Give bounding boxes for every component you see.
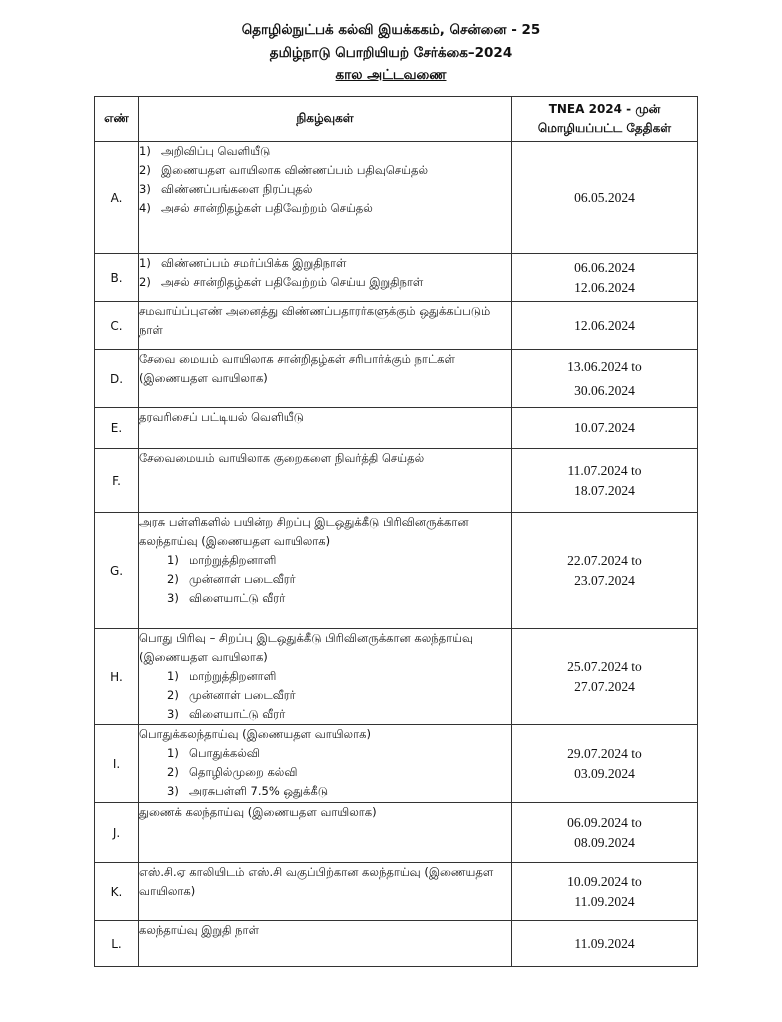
- table-row: [95, 142, 698, 254]
- event-cell: [139, 302, 512, 350]
- date-cell: [512, 302, 698, 350]
- list-item-number: 1): [139, 256, 151, 270]
- list-item-number: 3): [139, 182, 151, 196]
- list-item-text: அரசுபள்ளி 7.5% ஒதுக்கீடு: [189, 784, 328, 798]
- list-item: [139, 763, 511, 782]
- date-value: 08.09.2024: [574, 834, 635, 850]
- event-list: [139, 744, 511, 801]
- list-item-number: 2): [167, 765, 179, 779]
- table-row: [95, 302, 698, 350]
- date-cell: [512, 513, 698, 629]
- date-cell: [512, 449, 698, 513]
- list-item: [139, 254, 511, 273]
- event-text: சேவை மையம் வாயிலாக சான்றிதழ்கள் சரிபார்க்கும் நாட்கள் (இணையதள வாயிலாக): [139, 352, 455, 385]
- event-cell: [139, 803, 512, 863]
- list-item-text: மாற்றுத்திறனாளி: [189, 669, 277, 683]
- date-cell: [512, 629, 698, 725]
- list-item-number: 1): [167, 746, 179, 760]
- list-item-text: மாற்றுத்திறனாளி: [189, 553, 277, 567]
- row-id: D.: [95, 350, 139, 408]
- table-row: [95, 350, 698, 408]
- row-id: C.: [95, 302, 139, 350]
- list-item-number: 3): [167, 707, 179, 721]
- date-cell: [512, 350, 698, 408]
- table-row: [95, 863, 698, 921]
- list-item: [139, 570, 511, 589]
- list-item-text: விண்ணப்பம் சமர்ப்பிக்க இறுதிநாள்: [161, 256, 347, 270]
- date-value: 11.09.2024: [574, 935, 635, 951]
- date-value: 30.06.2024: [574, 382, 635, 398]
- list-item-number: 1): [167, 553, 179, 567]
- schedule-table: [94, 96, 698, 967]
- date-value: 06.06.2024: [574, 259, 635, 275]
- date-cell: [512, 408, 698, 449]
- event-cell: [139, 449, 512, 513]
- event-text: அரசு பள்ளிகளில் பயின்ற சிறப்பு இடஒதுக்கீடு பிரிவினருக்கான கலந்தாய்வு (இணையதள வாயிலாக): [139, 515, 469, 548]
- list-item: [139, 199, 511, 218]
- date-value: 13.06.2024 to: [567, 358, 642, 374]
- list-item-text: விளையாட்டு வீரர்: [189, 591, 286, 605]
- list-item: [139, 782, 511, 801]
- event-text: பொது பிரிவு – சிறப்பு இடஒதுக்கீடு பிரிவினருக்கான கலந்தாய்வு (இணையதள வாயிலாக): [139, 631, 473, 664]
- table-row: [95, 513, 698, 629]
- header-line-3: கால அட்டவணை: [335, 67, 447, 83]
- row-id: A.: [95, 142, 139, 254]
- event-cell: [139, 513, 512, 629]
- list-item-number: 3): [167, 784, 179, 798]
- row-id: F.: [95, 449, 139, 513]
- event-cell: [139, 350, 512, 408]
- date-value: 23.07.2024: [574, 572, 635, 588]
- event-list: [139, 254, 511, 292]
- list-item: [139, 705, 511, 724]
- date-value: 22.07.2024 to: [567, 552, 642, 568]
- date-cell: [512, 863, 698, 921]
- row-id: H.: [95, 629, 139, 725]
- event-cell: [139, 629, 512, 725]
- list-item-text: முன்னாள் படைவீரர்: [189, 572, 296, 586]
- date-cell: [512, 921, 698, 967]
- list-item: [139, 161, 511, 180]
- table-row: [95, 629, 698, 725]
- list-item: [139, 686, 511, 705]
- header-line-2: தமிழ்நாடு பொறியியற் சேர்க்கை–2024: [269, 45, 513, 61]
- date-value: 10.07.2024: [574, 420, 635, 435]
- list-item-number: 1): [167, 669, 179, 683]
- list-item-text: விளையாட்டு வீரர்: [189, 707, 286, 721]
- date-value: 11.09.2024: [574, 893, 635, 909]
- list-item-text: முன்னாள் படைவீரர்: [189, 688, 296, 702]
- list-item: [139, 180, 511, 199]
- column-header-date-line-1: TNEA 2024 - முன்: [548, 102, 661, 116]
- date-value: 29.07.2024 to: [567, 745, 642, 761]
- list-item-text: அசல் சான்றிதழ்கள் பதிவேற்றம் செய்தல்: [161, 201, 373, 215]
- row-id: L.: [95, 921, 139, 967]
- event-cell: [139, 142, 512, 254]
- table-row: [95, 921, 698, 967]
- list-item-text: பொதுக்கல்வி: [189, 746, 260, 760]
- event-text: சேவைமையம் வாயிலாக குறைகளை நிவர்த்தி செய்தல்: [139, 451, 425, 465]
- event-list: [139, 667, 511, 724]
- list-item-text: அசல் சான்றிதழ்கள் பதிவேற்றம் செய்ய இறுதிநாள்: [161, 275, 424, 289]
- list-item-text: அறிவிப்பு வெளியீடு: [161, 144, 271, 158]
- row-id: E.: [95, 408, 139, 449]
- list-item-number: 1): [139, 144, 151, 158]
- table-header-row: [95, 97, 698, 142]
- table-row: [95, 803, 698, 863]
- column-header-event: நிகழ்வுகள்: [139, 97, 512, 142]
- date-value: 18.07.2024: [574, 482, 635, 498]
- event-text: எஸ்.சி.ஏ காலியிடம் எஸ்.சி வகுப்பிற்கான கலந்தாய்வு (இணையதள வாயிலாக): [139, 865, 494, 898]
- event-text: கலந்தாய்வு இறுதி நாள்: [139, 923, 259, 937]
- table-row: [95, 408, 698, 449]
- date-value: 10.09.2024 to: [567, 873, 642, 889]
- table-row: [95, 725, 698, 803]
- date-cell: [512, 803, 698, 863]
- event-cell: [139, 408, 512, 449]
- event-text: தரவரிசைப் பட்டியல் வெளியீடு: [139, 410, 304, 424]
- list-item-number: 2): [167, 688, 179, 702]
- list-item: [139, 273, 511, 292]
- list-item-number: 2): [139, 275, 151, 289]
- table-row: [95, 254, 698, 302]
- column-header-date: [512, 97, 698, 142]
- list-item: [139, 589, 511, 608]
- event-cell: [139, 921, 512, 967]
- event-text: சமவாய்ப்புஎண் அனைத்து விண்ணப்பதாரர்களுக்கும் ஒதுக்கப்படும் நாள்: [139, 304, 491, 337]
- date-cell: [512, 142, 698, 254]
- event-list: [139, 142, 511, 218]
- event-text: துணைக் கலந்தாய்வு (இணையதள வாயிலாக): [139, 805, 377, 819]
- column-header-id: எண்: [95, 97, 139, 142]
- list-item-text: தொழில்முறை கல்வி: [189, 765, 298, 779]
- event-text: பொதுக்கலந்தாய்வு (இணையதள வாயிலாக): [139, 727, 371, 741]
- list-item-text: இணையதள வாயிலாக விண்ணப்பம் பதிவுசெய்தல்: [161, 163, 429, 177]
- row-id: B.: [95, 254, 139, 302]
- date-value: 25.07.2024 to: [567, 658, 642, 674]
- list-item-text: விண்ணப்பங்களை நிரப்புதல்: [161, 182, 313, 196]
- list-item-number: 2): [139, 163, 151, 177]
- table-row: [95, 449, 698, 513]
- date-value: 27.07.2024: [574, 678, 635, 694]
- list-item: [139, 667, 511, 686]
- list-item-number: 4): [139, 201, 151, 215]
- row-id: K.: [95, 863, 139, 921]
- event-cell: [139, 863, 512, 921]
- date-value: 12.06.2024: [574, 279, 635, 295]
- date-cell: [512, 725, 698, 803]
- date-value: 11.07.2024 to: [567, 462, 642, 478]
- column-header-date-line-2: மொழியப்பட்ட தேதிகள்: [537, 121, 672, 135]
- date-value: 12.06.2024: [574, 317, 635, 333]
- event-cell: [139, 725, 512, 803]
- list-item: [139, 744, 511, 763]
- list-item-number: 2): [167, 572, 179, 586]
- date-value: 06.09.2024 to: [567, 814, 642, 830]
- date-value: 06.05.2024: [574, 189, 635, 205]
- row-id: I.: [95, 725, 139, 803]
- list-item: [139, 551, 511, 570]
- event-list: [139, 551, 511, 608]
- row-id: J.: [95, 803, 139, 863]
- date-cell: [512, 254, 698, 302]
- list-item: [139, 142, 511, 161]
- event-cell: [139, 254, 512, 302]
- list-item-number: 3): [167, 591, 179, 605]
- date-value: 03.09.2024: [574, 765, 635, 781]
- header-line-1: தொழில்நுட்பக் கல்வி இயக்ககம், சென்னை - 25: [241, 22, 541, 38]
- row-id: G.: [95, 513, 139, 629]
